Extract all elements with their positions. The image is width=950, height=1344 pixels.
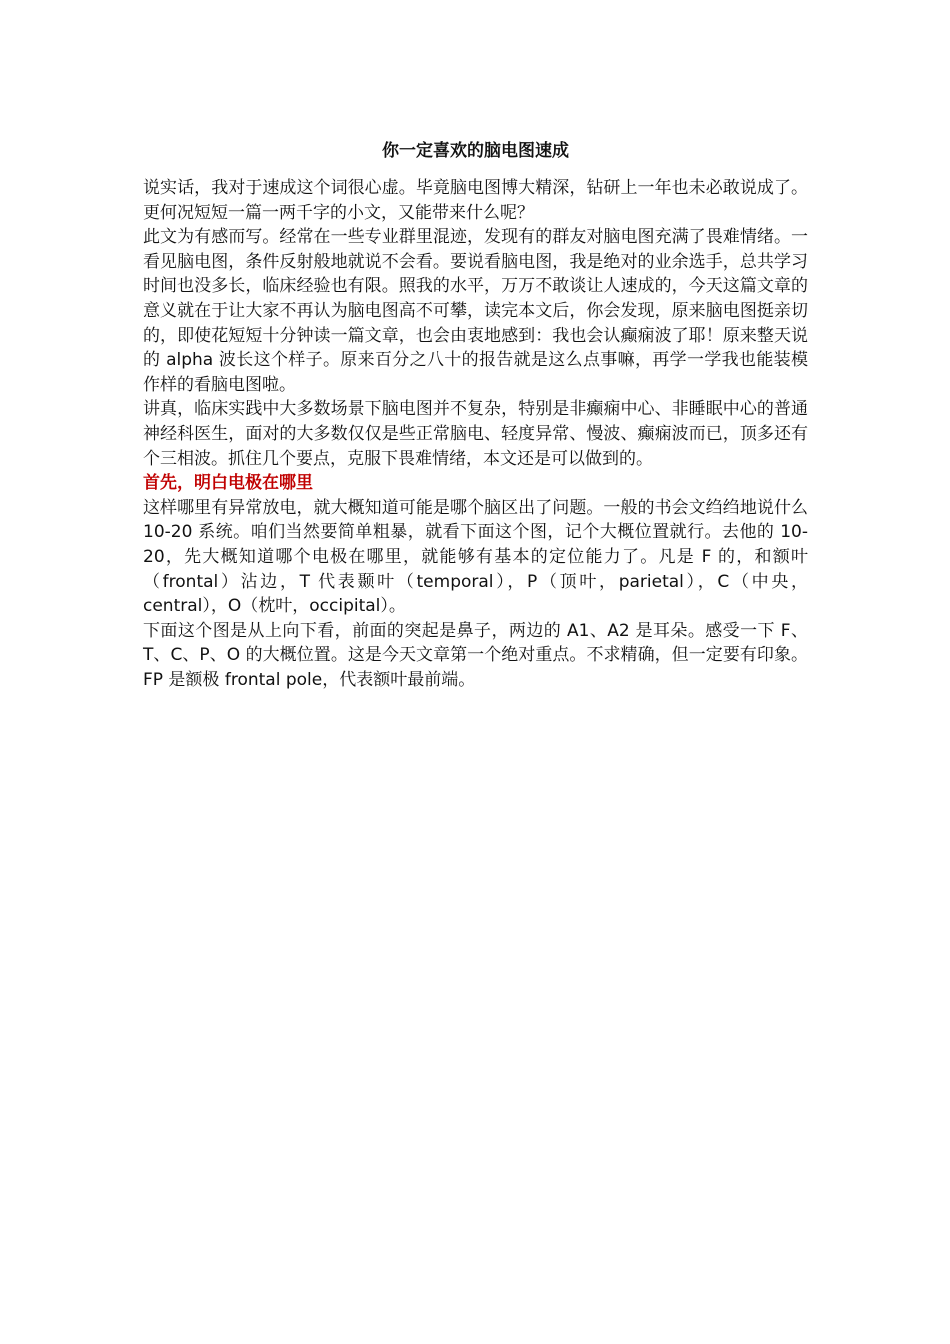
document-body (143, 138, 808, 692)
paragraph-clinical: 讲真，临床实践中大多数场景下脑电图并不复杂，特别是非癫痫中心、非睡眠中心的普通神经科医生，面对的大多数仅仅是些正常脑电、轻度异常、慢波、癫痫波而已，顶多还有个三相波。抓住几个要点，克服下畏难情绪，本文还是可以做到的。 (143, 399, 808, 469)
paragraph-motivation: 此文为有感而写。经常在一些专业群里混迹，发现有的群友对脑电图充满了畏难情绪。一看见脑电图，条件反射般地就说不会看。要说看脑电图，我是绝对的业余选手，总共学习时间也没多长，临床经验也有限。照我的水平，万万不敢谈让人速成的，今天这篇文章的意义就在于让大家不再认为脑电图高不可攀，读完本文后，你会发现，原来脑电图挺亲切的，即使花短短十分钟读一篇文章，也会由衷地感到：我也会认癫痫波了耶！原来整天说的 alpha 波长这个样子。原来百分之八十的报告就是这么点事嘛，再学一学我也能装模作样的看脑电图啦。 (143, 227, 808, 395)
paragraph-electrode-system: 这样哪里有异常放电，就大概知道可能是哪个脑区出了问题。一般的书会文绉绉地说什么 10-20 系统。咱们当然要简单粗暴，就看下面这个图，记个大概位置就行。去他的 10-20，先大概知道哪个电极在哪里，就能够有基本的定位能力了。凡是 F 的，和额叶（frontal）沾边，T 代表颞叶（temporal），P（顶叶，parietal），C（中央，central），O（枕叶，occipital）。 (143, 497, 808, 617)
paragraph-electrode-figure: 下面这个图是从上向下看，前面的突起是鼻子，两边的 A1、A2 是耳朵。感受一下 F、T、C、P、O 的大概位置。这是今天文章第一个绝对重点。不求精确，但一定要有印象。FP 是额极 frontal pole，代表额叶最前端。 (143, 620, 808, 690)
document-title: 你一定喜欢的脑电图速成 (382, 141, 569, 161)
paragraph-intro: 说实话，我对于速成这个词很心虚。毕竟脑电图博大精深，钻研上一年也未必敢说成了。更何况短短一篇一两千字的小文，又能带来什么呢？ (143, 178, 808, 223)
section-heading-electrodes: 首先，明白电极在哪里 (143, 473, 313, 494)
